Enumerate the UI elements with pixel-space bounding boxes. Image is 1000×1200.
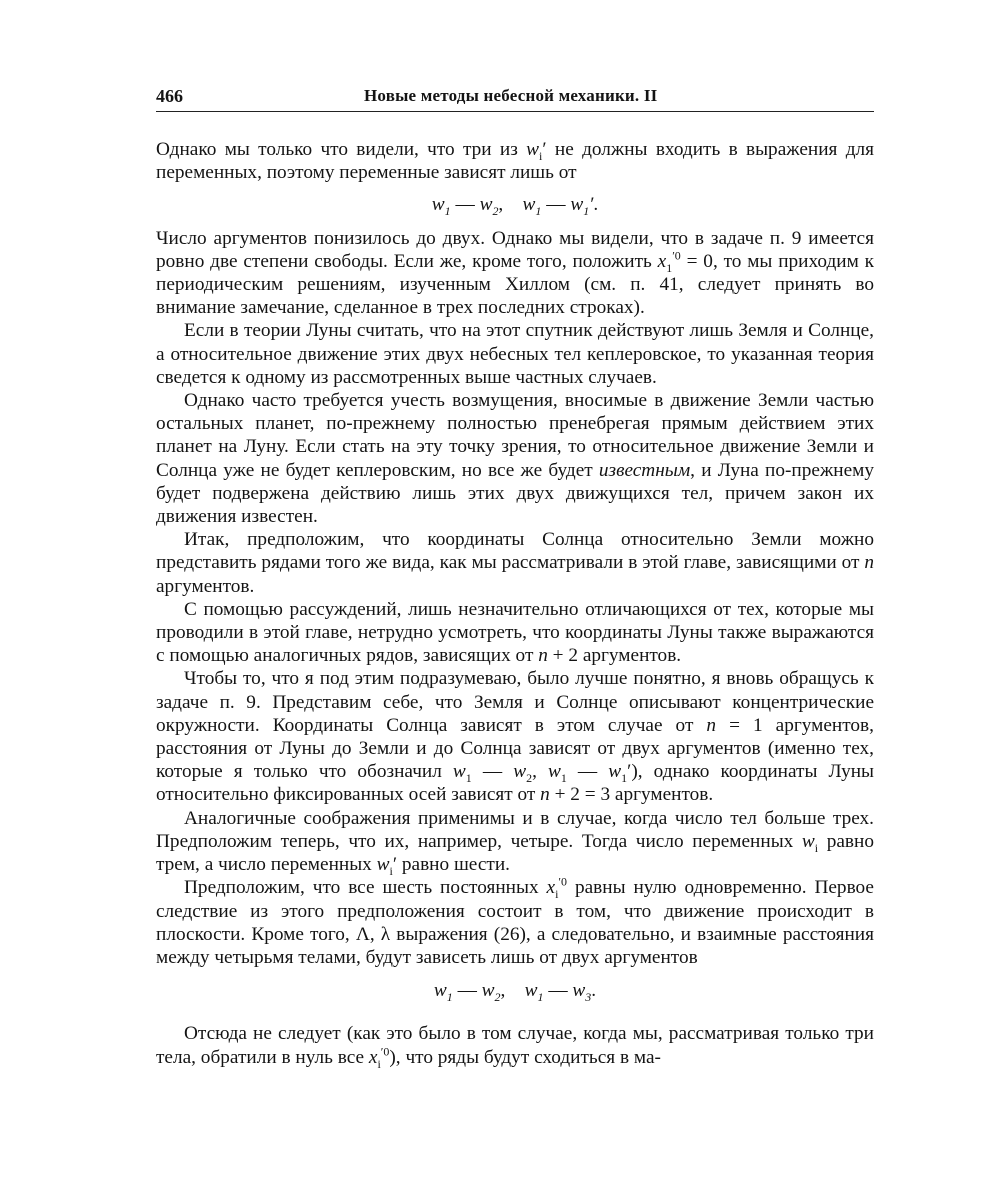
formula-2 bbox=[156, 979, 874, 1002]
p4-text-1: Однако часто требуется учесть возмущения, вносимые в движение Земли частью остальных планет, по-прежнему полностью пренебрегая прямым действием этих планет на Луну. Если стать на эту точку зрения, то относительное движение Земли и Солнца уже не будет кеплеровским, но все же будет bbox=[156, 390, 874, 481]
paragraph-8 bbox=[156, 807, 874, 877]
p7-w-d: w bbox=[608, 761, 622, 783]
f2-sep: , bbox=[500, 980, 525, 1002]
body-text bbox=[156, 138, 874, 1069]
p6-text-2: + 2 аргументов. bbox=[547, 645, 682, 667]
p7-w-d-sub: 1 bbox=[621, 771, 628, 786]
p7-w-a-sub: 1 bbox=[465, 771, 472, 786]
f2-op1: — bbox=[452, 980, 482, 1002]
f1-d: w bbox=[570, 194, 584, 216]
p10-text-1: Отсюда не следует (как это было в том случае, когда мы, рассматривая только три тела, обратили в нуль все bbox=[156, 1023, 874, 1068]
running-title: Новые методы небесной механики. II bbox=[364, 86, 658, 105]
running-header bbox=[156, 86, 874, 112]
paragraph-7 bbox=[156, 667, 874, 806]
p1-text-2: не должны входить в выражения для переменных, поэтому переменные зависят лишь от bbox=[156, 139, 874, 184]
p7-text-4: , bbox=[532, 761, 548, 783]
p8-prime: ′ bbox=[392, 854, 398, 876]
p7-w-a: w bbox=[452, 761, 466, 783]
paragraph-2 bbox=[156, 227, 874, 320]
f1-end: . bbox=[593, 194, 599, 216]
p4-text-2: , и Луна по-прежнему будет подвержена действию лишь этих двух движущихся тел, причем закон их движения известен. bbox=[156, 459, 874, 528]
f2-d-sub: 3 bbox=[585, 989, 592, 1004]
p2-text-2: = 0, то мы приходим к периодическим решениям, изученным Хиллом (см. п. 41, следует принять во внимание замечание, сделанное в трех последних строках). bbox=[156, 250, 874, 319]
p1-sub-i: i bbox=[539, 148, 543, 163]
header-rule bbox=[156, 111, 874, 112]
p5-var-n: n bbox=[864, 552, 874, 574]
p7-var-n2: n bbox=[540, 784, 550, 806]
paragraph-9 bbox=[156, 876, 874, 969]
f2-op2: — bbox=[543, 980, 573, 1002]
p2-text-1: Число аргументов понизилось до двух. Однако мы видели, что в задаче п. 9 имеется ровно две степени свободы. Если же, кроме того, положить bbox=[156, 227, 874, 272]
paragraph-10 bbox=[156, 1022, 874, 1071]
f2-a-sub: 1 bbox=[446, 989, 453, 1004]
paragraph-3: Если в теории Луны считать, что на этот спутник действуют лишь Земля и Солнце, а относительное движение этих двух небесных тел кеплеровское, то указанная теория сведется к одному из рассмотренных выше частных случаев. bbox=[156, 320, 874, 388]
f1-b: w bbox=[479, 194, 493, 216]
f1-d-prime: ′ bbox=[589, 194, 594, 216]
p9-sup: ′0 bbox=[558, 874, 568, 889]
p10-var-x: x bbox=[368, 1046, 378, 1068]
f1-d-sub: 1 bbox=[583, 204, 590, 219]
p8-sub-2: i bbox=[389, 863, 393, 878]
f1-c-sub: 1 bbox=[535, 204, 542, 219]
f1-a: w bbox=[431, 194, 445, 216]
p9-text-2: равны нулю одновременно. Первое следствие из этого предположения состоит в том, что движение происходит в плоскости. Кроме того, Λ, λ выражения (26), а следовательно, и взаимные расстояния между четырьмя телами, будут зависеть лишь от двух аргументов bbox=[156, 877, 874, 968]
p5-text-1: Итак, предположим, что координаты Солнца относительно Земли можно представить рядами того же вида, как мы рассматривали в этой главе, зависящими от bbox=[156, 529, 874, 574]
paragraph-4 bbox=[156, 389, 874, 528]
p9-sub: i bbox=[555, 887, 559, 902]
p7-w-c: w bbox=[547, 761, 561, 783]
p9-text-1: Предположим, что все шесть постоянных bbox=[184, 877, 547, 899]
f1-a-sub: 1 bbox=[444, 204, 451, 219]
p2-sup: ′0 bbox=[672, 248, 681, 263]
p7-text-7: + 2 = 3 аргументов. bbox=[549, 784, 714, 806]
p1-var-w: w bbox=[526, 139, 540, 160]
p7-text-6: ), однако координаты Луны относительно фиксированных осей зависят от bbox=[156, 761, 875, 806]
f2-b-sub: 2 bbox=[494, 989, 501, 1004]
p7-text-5: — bbox=[566, 761, 609, 783]
paragraph-1 bbox=[156, 138, 874, 184]
paragraph-5 bbox=[156, 528, 874, 598]
p8-text-2: равно трем, а число переменных bbox=[156, 830, 874, 876]
f2-c-sub: 1 bbox=[537, 989, 544, 1004]
p8-sub-1: i bbox=[814, 840, 819, 855]
p10-sup: ′0 bbox=[380, 1044, 390, 1059]
p2-var-x: x bbox=[657, 250, 667, 272]
paragraph-6 bbox=[156, 598, 874, 668]
p6-text-1: С помощью рассуждений, лишь незначительно отличающихся от тех, которые мы проводили в этой главе, нетрудно усмотреть, что координаты Луны также выражаются с помощью аналогичных рядов, зависящих от bbox=[156, 598, 874, 667]
f1-sep: , bbox=[498, 194, 523, 216]
p7-w-c-sub: 1 bbox=[560, 771, 567, 786]
f2-d: w bbox=[572, 980, 586, 1002]
f1-b-sub: 2 bbox=[492, 204, 499, 219]
p7-w-b-sub: 2 bbox=[526, 771, 533, 786]
p7-w-b: w bbox=[513, 761, 527, 783]
f2-b: w bbox=[481, 980, 495, 1002]
p9-var-x: x bbox=[546, 877, 556, 899]
p8-var-w2: w bbox=[376, 854, 390, 876]
p7-text-2: = 1 аргументов, расстояния от Луны до Земли и до Солнца зависят от двух аргументов (именно тех, которые я только что обозначил bbox=[156, 714, 874, 783]
p8-var-w1: w bbox=[801, 830, 815, 852]
f1-c: w bbox=[522, 194, 536, 216]
p7-w-d-prime: ′ bbox=[627, 761, 632, 783]
p7-text-3: — bbox=[471, 761, 514, 783]
f2-a: w bbox=[433, 980, 447, 1002]
p5-text-2: аргументов. bbox=[156, 575, 255, 597]
f2-c: w bbox=[524, 980, 538, 1002]
p4-emphasis: известным bbox=[598, 459, 691, 481]
p7-var-n1: n bbox=[706, 714, 717, 736]
formula-1 bbox=[156, 193, 874, 219]
p7-text-1: Чтобы то, что я под этим подразумеваю, было лучше понятно, я вновь обращусь к задаче п. 9. Представим себе, что Земля и Солнце описывают концентрические окружности. Координаты Солнца зависят в этом случае от bbox=[156, 668, 874, 736]
p10-sub: i bbox=[377, 1056, 381, 1071]
f2-end: . bbox=[591, 980, 597, 1002]
p8-text-1: Аналогичные соображения применимы и в случае, когда число тел больше трех. Предположим теперь, что их, например, четыре. Тогда число переменных bbox=[156, 807, 874, 852]
p10-text-2: ), что ряды будут сходиться в ма- bbox=[389, 1046, 661, 1068]
p1-text-1: Однако мы только что видели, что три из bbox=[156, 139, 527, 160]
p2-sub: 1 bbox=[666, 260, 673, 275]
page-number: 466 bbox=[156, 86, 183, 106]
f1-op2: — bbox=[541, 194, 571, 216]
p8-text-3: равно шести. bbox=[397, 854, 510, 876]
p1-prime: ′ bbox=[542, 139, 547, 160]
f1-op1: — bbox=[450, 194, 480, 216]
p6-var-n: n bbox=[538, 645, 548, 667]
